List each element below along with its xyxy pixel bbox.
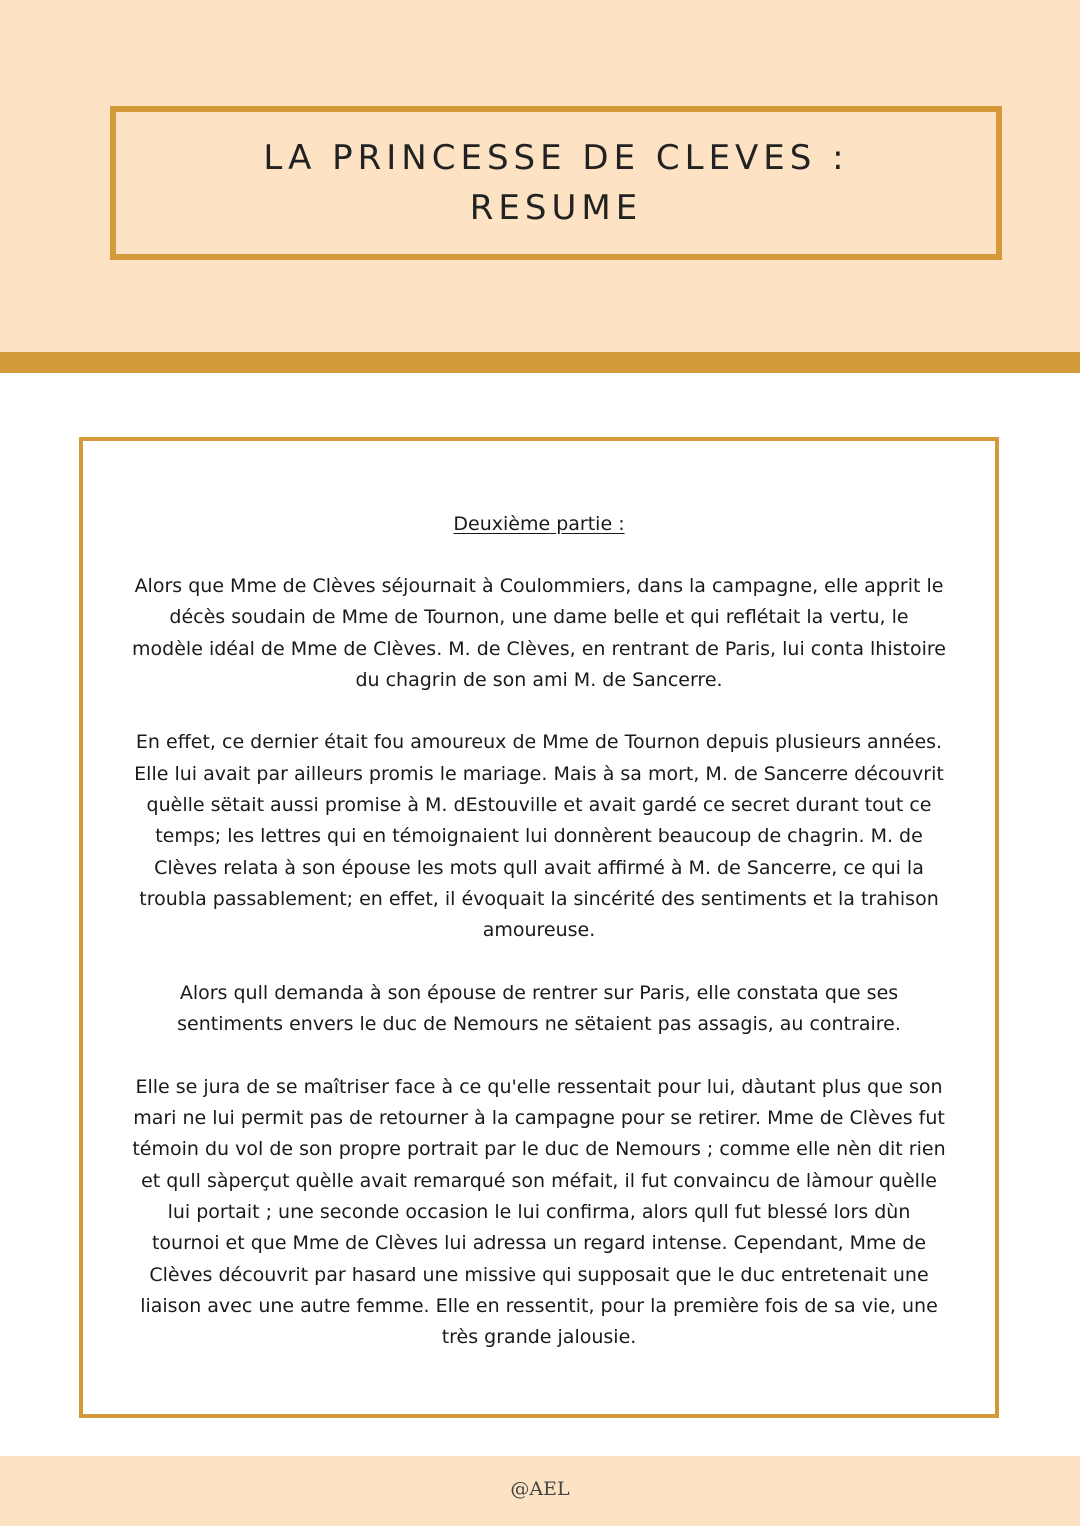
summary-body [131, 571, 947, 1385]
header-band [0, 0, 1080, 352]
title-frame [110, 106, 1002, 260]
paragraph: Alors qull demanda à son épouse de rentrer sur Paris, elle constata que ses sentiments envers le duc de Nemours ne sëtaient pas assagis, au contraire. [177, 981, 901, 1036]
footer-band [0, 1456, 1080, 1526]
content-frame [79, 437, 999, 1418]
page-title-line-1: LA PRINCESSE DE CLEVES : [263, 138, 849, 178]
paragraph: Alors que Mme de Clèves séjournait à Coulommiers, dans la campagne, elle apprit le décès soudain de Mme de Tournon, une dame belle et qui reflétait la vertu, le modèle idéal de Mme de Clèves. M. de Clèves, en rentrant de Paris, lui conta lhistoire du chagrin de son ami M. de Sancerre. [132, 575, 946, 691]
footer-credit: @AEL [510, 1478, 570, 1500]
paragraph: En effet, ce dernier était fou amoureux de Mme de Tournon depuis plusieurs années. Elle lui avait par ailleurs promis le mariage. Mais à sa mort, M. de Sancerre découvrit quèlle sëtait aussi promise à M. dEstouville et avait gardé ce secret durant tout ce temps; les lettres qui en témoignaient lui donnèrent beaucoup de chagrin. M. de Clèves relata à son épouse les mots qull avait affirmé à M. de Sancerre, ce qui la troubla passablement; en effet, il évoquait la sincérité des sentiments et la trahison amoureuse. [134, 731, 944, 942]
paragraph: Elle se jura de se maîtriser face à ce qu'elle ressentait pour lui, dàutant plus que son mari ne lui permit pas de retourner à la campagne pour se retirer. Mme de Clèves fut témoin du vol de son propre portrait par le duc de Nemours ; comme elle nèn dit rien et qull sàperçut quèlle avait remarqué son méfait, il fut convaincu de làmour quèlle lui portait ; une seconde occasion le lui confirma, alors qull fut blessé lors dùn tournoi et que Mme de Clèves lui adressa un regard intense. Cependant, Mme de Clèves découvrit par hasard une missive qui supposait que le duc entretenait une liaison avec une autre femme. Elle en ressentit, pour la première fois de sa vie, une très grande jalousie. [132, 1075, 946, 1349]
section-heading [83, 513, 995, 535]
page-title-line-2: RESUME [469, 188, 643, 228]
section-heading-text: Deuxième partie : [453, 513, 625, 535]
accent-divider-bar [0, 352, 1080, 373]
